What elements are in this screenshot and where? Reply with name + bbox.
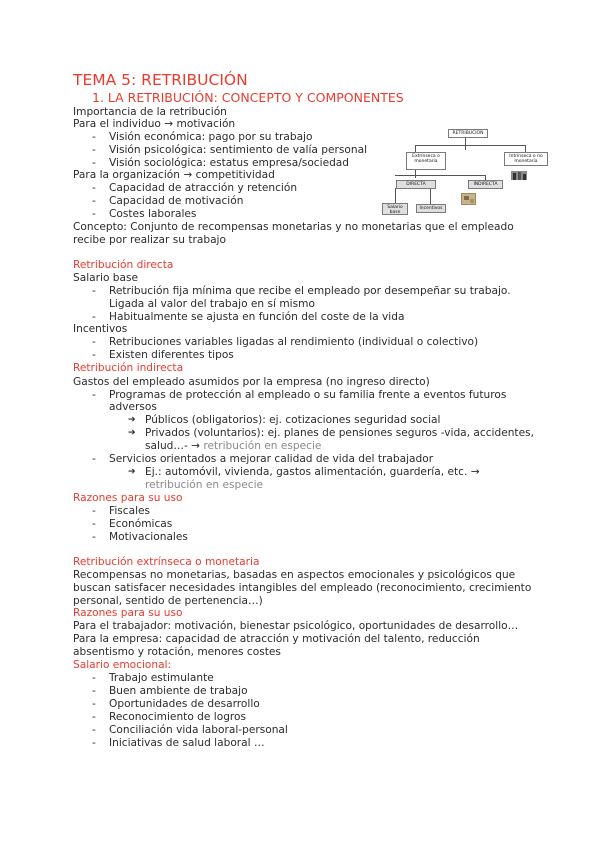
bullet-dash: - xyxy=(92,505,96,517)
list-item: Fiscales xyxy=(109,505,151,517)
bullet-dash: - xyxy=(92,336,96,348)
diagram-directa: DIRECTA xyxy=(396,180,436,189)
organizacion-line: Para la organización → competitividad xyxy=(73,169,275,181)
section-heading: 1. LA RETRIBUCIÓN: CONCEPTO Y COMPONENTES xyxy=(92,90,404,105)
sub-item-cont xyxy=(145,440,321,453)
list-item: Habitualmente se ajusta en función del coste de la vida xyxy=(109,311,405,323)
bullet-dash: - xyxy=(92,182,96,194)
list-item: Visión psicológica: sentimiento de valía personal xyxy=(109,144,368,156)
bullet-dash: - xyxy=(92,711,96,723)
list-item: Retribución fija mínima que recibe el empleado por desempeñar su trabajo. xyxy=(109,285,511,297)
bullet-dash: - xyxy=(92,157,96,169)
incentivos-heading: Incentivos xyxy=(73,323,128,335)
list-item: Oportunidades de desarrollo xyxy=(109,698,260,710)
empresa-line-2: absentismo y rotación, menores costes xyxy=(73,646,281,658)
connector xyxy=(415,145,416,152)
bullet-dash: - xyxy=(92,672,96,684)
list-item: Retribuciones variables ligadas al rendimiento (individual o colectivo) xyxy=(109,336,479,348)
connector xyxy=(465,137,466,150)
list-item: Reconocimiento de logros xyxy=(109,711,247,723)
trabajador-line: Para el trabajador: motivación, bienestar psicológico, oportunidades de desarrollo… xyxy=(73,620,519,632)
bullet-dash: - xyxy=(92,389,96,401)
bullet-dash: - xyxy=(92,531,96,543)
arrow-bullet-icon: ➔ xyxy=(128,415,136,425)
sub-item: Públicos (obligatorios): ej. cotizaciones seguridad social xyxy=(145,414,441,426)
arrow-bullet-icon: ➔ xyxy=(128,467,136,477)
list-item: Existen diferentes tipos xyxy=(109,349,234,361)
goods-icon xyxy=(461,193,476,205)
directa-heading: Retribución directa xyxy=(73,259,174,271)
list-item: Costes laborales xyxy=(109,208,197,220)
list-item: Capacidad de motivación xyxy=(109,195,244,207)
diagram-indirecta: INDIRECTA xyxy=(468,180,503,189)
list-item: Económicas xyxy=(109,518,173,530)
list-item: Visión económica: pago por su trabajo xyxy=(109,131,313,143)
list-item: Conciliación vida laboral-personal xyxy=(109,724,288,736)
bullet-dash: - xyxy=(92,518,96,530)
recompensas-line-1: Recompensas no monetarias, basadas en aspectos emocionales y psicológicos que xyxy=(73,569,516,581)
bullet-dash: - xyxy=(92,349,96,361)
connector xyxy=(395,188,396,203)
empresa-line-1: Para la empresa: capacidad de atracción y motivación del talento, reducción xyxy=(73,633,480,645)
bullet-dash: - xyxy=(92,195,96,207)
razones-heading: Razones para su uso xyxy=(73,607,183,619)
sub-item-text: salud…- → xyxy=(145,440,204,452)
gastos-line: Gastos del empleado asumidos por la empresa (no ingreso directo) xyxy=(73,376,430,388)
connector xyxy=(525,145,526,152)
bullet-dash: - xyxy=(92,144,96,156)
recompensas-line-3: personal, sentido de pertenencia…) xyxy=(73,595,263,607)
recompensas-line-2: buscan satisfacer necesidades intangibles del empleado (reconocimiento, crecimiento xyxy=(73,582,532,594)
bullet-dash: - xyxy=(92,208,96,220)
bullet-dash: - xyxy=(92,698,96,710)
connector xyxy=(415,145,525,146)
diagram-root: RETRIBUCIÓN xyxy=(448,129,488,138)
salario-emocional-heading: Salario emocional: xyxy=(73,659,172,671)
diagram-salario: Salario base xyxy=(382,203,408,215)
connector xyxy=(415,170,416,178)
salario-base-heading: Salario base xyxy=(73,272,139,284)
importance-heading: Importancia de la retribución xyxy=(73,106,227,118)
bullet-dash: - xyxy=(92,453,96,465)
razones-heading: Razones para su uso xyxy=(73,492,183,504)
diagram-extrinseca: Extrínseca o monetaria xyxy=(406,152,446,170)
extrinseca-heading: Retribución extrínseca o monetaria xyxy=(73,556,260,568)
bullet-dash: - xyxy=(92,131,96,143)
list-item: Visión sociológica: estatus empresa/sociedad xyxy=(109,157,350,169)
indirecta-heading: Retribución indirecta xyxy=(73,362,184,374)
list-item: Programas de protección al empleado o su familia frente a eventos futuros xyxy=(109,389,507,401)
list-item: Motivacionales xyxy=(109,531,188,543)
especie-note: retribución en especie xyxy=(145,479,264,491)
sub-item: Privados (voluntarios): ej. planes de pensiones seguros -vida, accidentes, xyxy=(145,427,534,439)
individuo-line: Para el individuo → motivación xyxy=(73,118,236,130)
list-item: Iniciativas de salud laboral … xyxy=(109,737,265,749)
bullet-dash: - xyxy=(92,311,96,323)
list-item: Capacidad de atracción y retención xyxy=(109,182,298,194)
bullet-dash: - xyxy=(92,685,96,697)
especie-note: retribución en especie xyxy=(203,440,322,452)
diagram-incentivos: Incentivos xyxy=(416,204,446,213)
concepto-line-2: recibe por realizar su trabajo xyxy=(73,234,226,246)
people-icon xyxy=(511,171,527,180)
retribucion-diagram xyxy=(380,128,550,218)
list-item: Trabajo estimulante xyxy=(109,672,214,684)
connector xyxy=(395,175,485,176)
bullet-dash: - xyxy=(92,285,96,297)
diagram-intrinseca: Intrínseca o no monetaria xyxy=(504,152,548,166)
concepto-line-1: Concepto: Conjunto de recompensas monetarias y no monetarias que el empleado xyxy=(73,221,514,233)
sub-item: Ej.: automóvil, vivienda, gastos alimentación, guardería, etc. → xyxy=(145,466,480,478)
list-item-cont: Ligada al valor del trabajo en sí mismo xyxy=(109,298,315,310)
page-title: TEMA 5: RETRIBUCIÓN xyxy=(73,71,248,89)
list-item: Buen ambiente de trabajo xyxy=(109,685,248,697)
arrow-bullet-icon: ➔ xyxy=(128,428,136,438)
list-item-cont: adversos xyxy=(109,401,157,413)
list-item: Servicios orientados a mejorar calidad de vida del trabajador xyxy=(109,453,434,465)
connector xyxy=(430,188,431,204)
bullet-dash: - xyxy=(92,737,96,749)
bullet-dash: - xyxy=(92,724,96,736)
